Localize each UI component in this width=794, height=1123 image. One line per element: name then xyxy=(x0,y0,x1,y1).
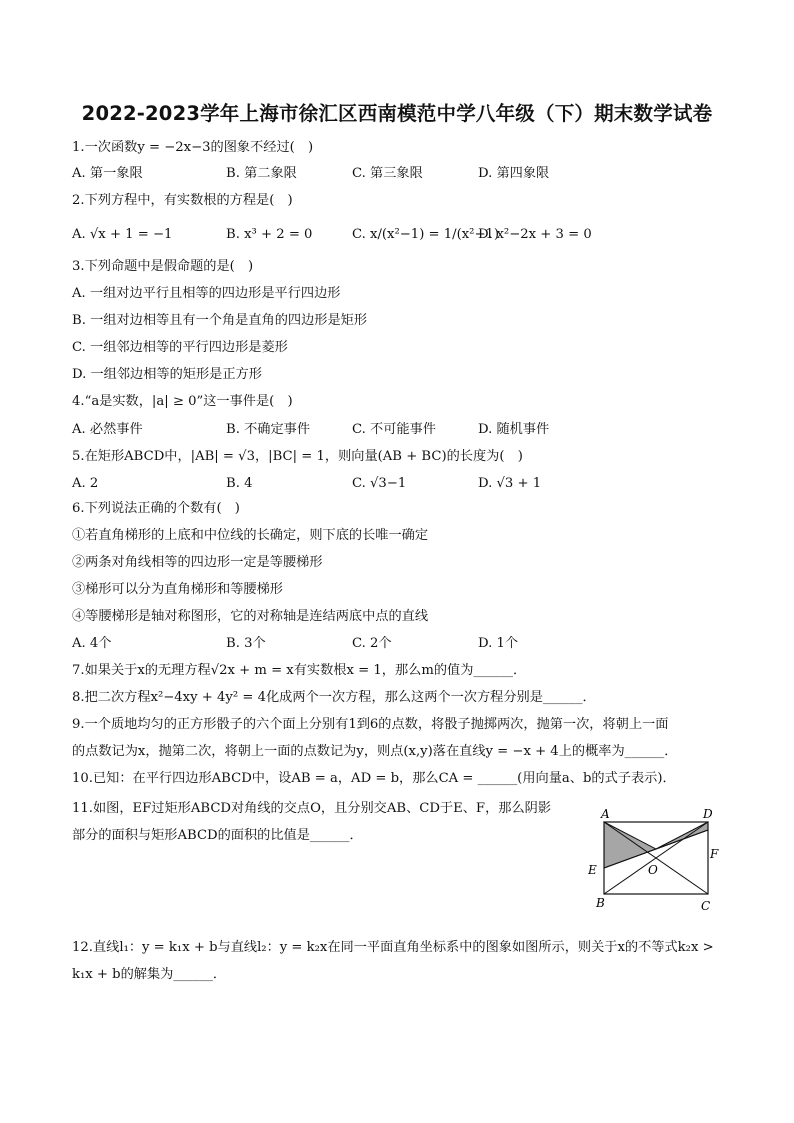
q3-option-d: D. 一组邻边相等的矩形是正方形 xyxy=(72,367,262,382)
q6-option-a: A. 4个 xyxy=(72,636,112,651)
q3-option-c: C. 一组邻边相等的平行四边形是菱形 xyxy=(72,340,288,355)
q6-option-d: D. 1个 xyxy=(478,636,519,651)
q1-option-c: C. 第三象限 xyxy=(352,166,423,181)
q5-option-d: D. √3 + 1 xyxy=(478,476,542,491)
q6-statement-1: ①若直角梯形的上底和中位线的长确定，则下底的长唯一确定 xyxy=(72,528,429,543)
q3-option-a: A. 一组对边平行且相等的四边形是平行四边形 xyxy=(72,286,341,301)
label-b: B xyxy=(596,896,605,910)
question-3-stem: 3.下列命题中是假命题的是( ) xyxy=(72,259,254,274)
question-11-line-2: 部分的面积与矩形ABCD的面积的比值是______． xyxy=(72,828,363,843)
q2-option-d: D. x²−2x + 3 = 0 xyxy=(478,227,592,242)
q6-option-b: B. 3个 xyxy=(226,636,266,651)
label-e: E xyxy=(588,863,597,877)
q4-option-d: D. 随机事件 xyxy=(478,422,550,437)
question-12-line-1: 12.直线l₁：y = k₁x + b与直线l₂：y = k₂x在同一平面直角坐标系中的图象如图所示，则关于x的不等式k₂x > xyxy=(72,940,714,955)
q4-option-c: C. 不可能事件 xyxy=(352,422,436,437)
q1-option-a: A. 第一象限 xyxy=(72,166,143,181)
q3-option-b: B. 一组对边相等且有一个角是直角的四边形是矩形 xyxy=(72,313,368,328)
q5-option-c: C. √3−1 xyxy=(352,476,407,491)
q2-option-b: B. x³ + 2 = 0 xyxy=(226,227,313,242)
page-title: 2022-2023学年上海市徐汇区西南模范中学八年级（下）期末数学试卷 xyxy=(81,102,713,125)
label-a: A xyxy=(601,807,610,821)
q1-option-b: B. 第二象限 xyxy=(226,166,297,181)
question-1-stem: 1.一次函数y = −2x−3的图象不经过( ) xyxy=(72,140,314,155)
q6-statement-4: ④等腰梯形是轴对称图形，它的对称轴是连结两底中点的直线 xyxy=(72,609,429,624)
q1-option-d: D. 第四象限 xyxy=(478,166,550,181)
shaded-triangle-left xyxy=(604,822,656,868)
q6-statement-3: ③梯形可以分为直角梯形和等腰梯形 xyxy=(72,582,283,597)
question-6-stem: 6.下列说法正确的个数有( ) xyxy=(72,501,240,516)
question-9-line-2: 的点数记为x，抛第二次，将朝上一面的点数记为y，则点(x,y)落在直线y = −x + 4上的概率为______． xyxy=(72,744,678,759)
question-10: 10.已知：在平行四边形ABCD中，设AB = a，AD = b，那么CA = ______(用向量a、b的式子表示)． xyxy=(72,771,676,786)
question-2-stem: 2.下列方程中，有实数根的方程是( ) xyxy=(72,193,293,208)
rectangle-figure xyxy=(580,804,728,916)
question-11-line-1: 11.如图，EF过矩形ABCD对角线的交点O，且分别交AB、CD于E、F，那么阴影 xyxy=(72,801,552,816)
q5-option-a: A. 2 xyxy=(72,476,99,491)
label-c: C xyxy=(701,899,711,913)
question-8: 8.把二次方程x²−4xy + 4y² = 4化成两个一次方程，那么这两个一次方程分别是______． xyxy=(72,690,596,705)
question-9-line-1: 9.一个质地均匀的正方形骰子的六个面上分别有1到6的点数，将骰子抛掷两次，抛第一次，将朝上一面 xyxy=(72,717,669,732)
question-7: 7.如果关于x的无理方程√2x + m = x有实数根x = 1，那么m的值为______． xyxy=(72,663,527,678)
q5-option-b: B. 4 xyxy=(226,476,253,491)
shaded-triangle-right xyxy=(656,822,708,849)
label-f: F xyxy=(710,847,719,861)
q4-option-b: B. 不确定事件 xyxy=(226,422,311,437)
q6-option-c: C. 2个 xyxy=(352,636,392,651)
question-12-line-2: k₁x + b的解集为______． xyxy=(72,967,227,982)
q2-option-c: C. x/(x²−1) = 1/(x²−1) xyxy=(352,227,500,242)
q6-statement-2: ②两条对角线相等的四边形一定是等腰梯形 xyxy=(72,555,323,570)
question-4-stem: 4.“a是实数，|a| ≥ 0”这一事件是( ) xyxy=(72,394,293,409)
question-5-stem: 5.在矩形ABCD中，|AB| = √3，|BC| = 1，则向量(AB + BC)的长度为( ) xyxy=(72,449,523,464)
q2-option-a: A. √x + 1 = −1 xyxy=(72,227,173,242)
label-d: D xyxy=(703,807,713,821)
q4-option-a: A. 必然事件 xyxy=(72,422,143,437)
label-o: O xyxy=(648,863,658,877)
